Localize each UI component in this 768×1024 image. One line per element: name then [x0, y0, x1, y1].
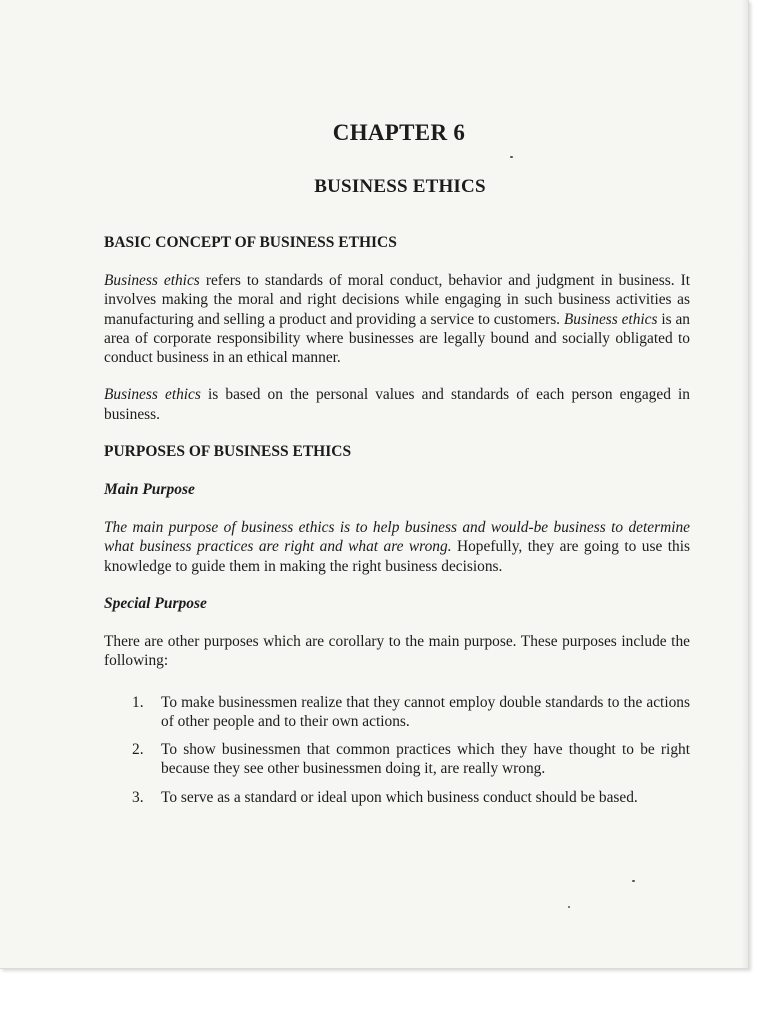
term-business-ethics: Business ethics [104, 272, 200, 289]
chapter-number: CHAPTER 6 [332, 120, 466, 145]
purposes-list [104, 693, 690, 807]
list-item-text: To make businessmen realize that they cannot employ double standards to the actions of other people and to their own actions. [161, 693, 690, 730]
list-item-number: 3. [132, 788, 144, 806]
list-item [132, 693, 690, 732]
main-purpose-statement: The main purpose of business ethics is to help business and would-be business to determine what business practices are right and what are wrong. [104, 519, 690, 556]
paragraph-text: refers to standards of moral conduct, behavior and judgment in business. It involves making the moral and right decisions while engaging in such business activities as manufacturing and selling a product and providing a service to customers. [104, 272, 690, 328]
term-business-ethics: Business ethics [104, 386, 201, 404]
scan-speck [632, 880, 635, 882]
paragraph-personal-values [104, 385, 690, 424]
section-heading-basic-concept: BASIC CONCEPT OF BUSINESS ETHICS [104, 234, 397, 251]
page-edge-shadow [742, 0, 748, 968]
paragraph-special-purpose-intro: There are other purposes which are corollary to the main purpose. These purposes include the following: [104, 632, 690, 670]
list-item-text: To show businessmen that common practices which they have thought to be right because they see other businessmen doing it, are really wrong. [161, 741, 690, 778]
paragraph-text: is based on the personal values and standards of each person engaged in business. [104, 386, 690, 423]
list-item [132, 740, 690, 779]
paragraph-text: is an area of corporate responsibility where businesses are legally bound and socially obligated to conduct business in an ethical manner. [104, 310, 691, 367]
paragraph-text: Hopefully, they are going to use this knowledge to guide them in making the right business decisions. [104, 538, 690, 575]
list-item-number: 1. [132, 693, 144, 711]
paragraph-definition [104, 271, 690, 367]
list-item [132, 788, 690, 807]
list-item-text: To serve as a standard or ideal upon which business conduct should be based. [161, 788, 638, 806]
subheading-main-purpose: Main Purpose [104, 481, 195, 499]
paragraph-main-purpose [104, 518, 690, 576]
scan-speck [568, 906, 570, 908]
chapter-title: BUSINESS ETHICS [314, 176, 486, 197]
section-heading-purposes: PURPOSES OF BUSINESS ETHICS [104, 443, 352, 461]
list-item-number: 2. [132, 741, 144, 759]
page-content [104, 118, 690, 816]
term-business-ethics: Business ethics [563, 310, 658, 328]
subheading-special-purpose: Special Purpose [104, 594, 207, 612]
